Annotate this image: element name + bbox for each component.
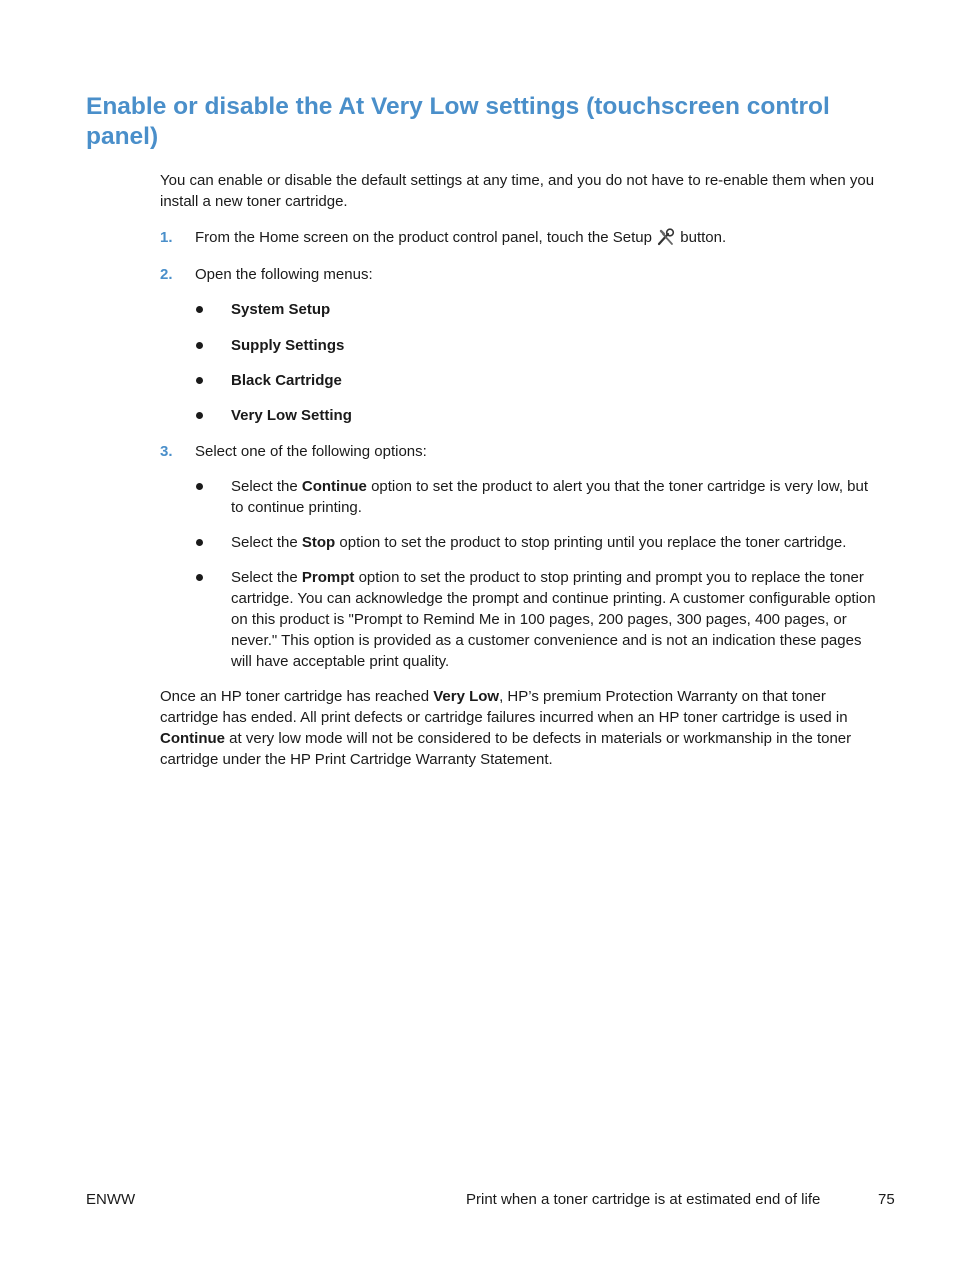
step-number: 1.: [160, 229, 173, 246]
step-text: Open the following menus:: [195, 266, 373, 283]
footer-section-title: Print when a toner cartridge is at estimated end of life: [466, 1191, 821, 1208]
menu-name: Black Cartridge: [231, 372, 342, 389]
step-text: [195, 227, 885, 248]
option-prefix: Select the: [231, 569, 298, 586]
warranty-text-2: , HP’s premium Protection Warranty on that toner cartridge has ended. All print defects or cartridge failures incurred when an HP toner cartridge is used in: [160, 688, 848, 726]
option-description: option to set the product to alert you that the toner cartridge is very low, but to continue printing.: [231, 478, 869, 516]
option-text: [231, 567, 883, 672]
option-text: [231, 476, 883, 518]
bullet-dot: [196, 483, 203, 490]
warranty-bold-continue: Continue: [160, 730, 225, 747]
menu-name: Supply Settings: [231, 337, 345, 354]
option-description: option to set the product to stop printing until you replace the toner cartridge.: [339, 534, 847, 551]
intro-paragraph: You can enable or disable the default settings at any time, and you do not have to re-enable them when you install a new toner cartridge.: [160, 172, 875, 210]
bullet-dot: [196, 342, 203, 349]
step-number: 2.: [160, 266, 173, 283]
warranty-paragraph: [160, 686, 880, 770]
warranty-text-3: at very low mode will not be considered to be defects in materials or workmanship in the toner cartridge under the HP Print Cartridge Warranty Statement.: [160, 730, 852, 768]
option-name: Continue: [301, 478, 367, 495]
menu-name: Very Low Setting: [231, 407, 352, 424]
option-name: Prompt: [301, 569, 355, 586]
step-1-text-before: From the Home screen on the product control panel, touch the Setup: [195, 229, 652, 246]
page-heading: Enable or disable the At Very Low settings (touchscreen control panel): [86, 93, 830, 150]
footer-doc-code: ENWW: [86, 1191, 136, 1208]
step-number: 3.: [160, 443, 173, 460]
step-text: Select one of the following options:: [195, 443, 427, 460]
bullet-dot: [196, 377, 203, 384]
option-text: [231, 532, 883, 553]
menu-name: System Setup: [231, 301, 331, 318]
bullet-dot: [196, 539, 203, 546]
warranty-text-1: Once an HP toner cartridge has reached: [160, 688, 430, 705]
footer-page-number: 75: [878, 1191, 895, 1208]
option-prefix: Select the: [231, 534, 298, 551]
warranty-bold-very-low: Very Low: [433, 688, 500, 705]
step-1-text-after: button.: [680, 229, 727, 246]
setup-wrench-icon: [656, 228, 676, 246]
bullet-dot: [196, 574, 203, 581]
option-prefix: Select the: [231, 478, 298, 495]
option-description: option to set the product to stop printing and prompt you to replace the toner cartridge. You can acknowledge the prompt and continue printing. A customer configurable option on this product is "Prompt to Remind Me in 100 pages, 200 pages, 300 pages, 400 pages, or never." This option is provided as a customer convenience and is not an indication these pages will have acceptable print quality.: [231, 569, 876, 670]
bullet-dot: [196, 306, 203, 313]
bullet-dot: [196, 412, 203, 419]
option-name: Stop: [301, 534, 336, 551]
